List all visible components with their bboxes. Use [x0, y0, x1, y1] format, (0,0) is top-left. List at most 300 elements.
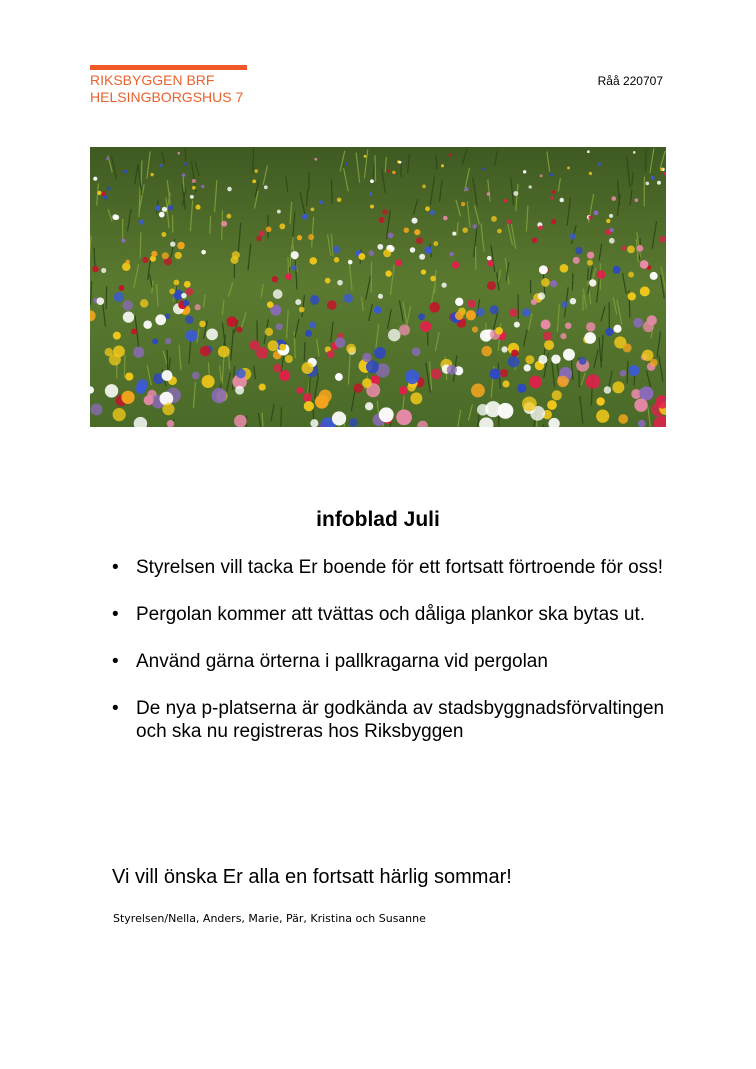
flower-blossom [155, 314, 166, 325]
flower-blossom [131, 329, 137, 335]
flower-blossom [345, 162, 348, 165]
grass-blade [375, 155, 376, 181]
flower-blossom [236, 369, 246, 379]
flower-blossom [279, 370, 290, 381]
flower-blossom [570, 233, 576, 239]
flower-blossom [168, 205, 173, 210]
bullet-dot: • [112, 557, 119, 578]
flower-blossom [421, 269, 426, 274]
list-item-text: Pergolan kommer att tvättas och dåliga plankor ska bytas ut. [136, 604, 646, 625]
flower-blossom [443, 216, 448, 221]
flower-blossom [256, 236, 262, 242]
flower-blossom [334, 257, 340, 263]
flower-blossom [455, 311, 464, 320]
flower-blossom [123, 311, 134, 322]
flower-blossom [538, 292, 545, 299]
grass-blade [572, 273, 573, 290]
flower-blossom [567, 166, 570, 169]
grass-blade [94, 248, 95, 269]
flower-blossom [93, 177, 97, 181]
flower-blossom [411, 218, 417, 224]
flower-blossom [622, 246, 627, 251]
flower-blossom [310, 295, 319, 304]
flower-blossom [177, 242, 185, 250]
flower-blossom [635, 198, 639, 202]
flower-blossom [596, 397, 605, 406]
flower-blossom [529, 185, 532, 188]
flower-blossom [335, 373, 343, 381]
flower-blossom [643, 321, 654, 332]
flower-blossom [525, 355, 534, 364]
flower-blossom [235, 386, 244, 395]
flower-blossom [150, 173, 153, 176]
flower-blossom [543, 331, 552, 340]
flower-blossom [540, 174, 543, 177]
flower-blossom [266, 226, 272, 232]
flower-blossom [192, 179, 196, 183]
flower-blossom [125, 372, 133, 380]
flower-blossom [424, 246, 432, 254]
flower-blossom [369, 250, 375, 256]
flower-blossom [462, 227, 468, 233]
flower-blossom [633, 318, 643, 328]
flower-blossom [633, 151, 636, 154]
flower-blossom [551, 355, 560, 364]
flower-blossom [490, 305, 499, 314]
flower-blossom [184, 163, 187, 166]
flower-blossom [639, 386, 653, 400]
flower-blossom [477, 404, 489, 416]
flower-blossom [497, 229, 502, 234]
flower-blossom [422, 185, 426, 189]
flower-blossom [559, 198, 563, 202]
flower-blossom [487, 260, 494, 267]
flower-blossom [452, 232, 456, 236]
grass-blade [210, 216, 211, 234]
flower-blossom [395, 260, 402, 267]
flower-blossom [267, 301, 274, 308]
flower-blossom [254, 169, 257, 172]
flower-blossom [509, 309, 517, 317]
flower-blossom [185, 288, 193, 296]
flower-blossom [507, 219, 512, 224]
flower-blossom [383, 249, 391, 257]
flower-blossom [234, 415, 247, 427]
flower-blossom [589, 172, 592, 175]
flower-blossom [596, 410, 609, 423]
flower-blossom [538, 355, 547, 364]
list-item [112, 556, 672, 579]
list-item-text: Använd gärna örterna i pallkragarna vid pergolan [136, 651, 548, 672]
page-title: infoblad Juli [316, 508, 440, 531]
flower-blossom [627, 245, 635, 253]
flower-blossom [159, 212, 165, 218]
flower-blossom [119, 285, 125, 291]
flower-blossom [609, 238, 615, 244]
flower-blossom [162, 403, 174, 415]
flower-blossom [365, 402, 373, 410]
flower-blossom [140, 299, 148, 307]
flower-blossom [490, 368, 501, 379]
flower-blossom [404, 227, 410, 233]
flower-blossom [124, 170, 127, 173]
flower-blossom [112, 214, 118, 220]
flower-blossom [399, 386, 408, 395]
flower-blossom [107, 187, 111, 191]
flower-blossom [392, 171, 395, 174]
flower-blossom [613, 325, 621, 333]
flower-blossom [327, 300, 337, 310]
flower-blossom [162, 370, 173, 381]
flower-blossom [642, 350, 653, 361]
list-item [112, 697, 672, 743]
flower-blossom [273, 289, 283, 299]
flower-blossom [170, 241, 175, 246]
flower-blossom [299, 307, 305, 313]
flower-blossom [133, 347, 144, 358]
flower-blossom [279, 223, 285, 229]
flower-blossom [419, 254, 425, 260]
flower-blossom [629, 365, 640, 376]
flower-blossom [501, 346, 507, 352]
flower-blossom [623, 343, 632, 352]
flower-blossom [303, 393, 312, 402]
flower-blossom [273, 364, 282, 373]
flower-blossom [311, 207, 315, 211]
flower-blossom [377, 244, 383, 250]
bullet-dot: • [112, 651, 119, 672]
flower-blossom [650, 359, 658, 367]
flower-blossom [184, 281, 191, 288]
flower-blossom [410, 392, 422, 404]
flower-blossom [314, 158, 317, 161]
flower-blossom [573, 257, 580, 264]
flower-blossom [575, 247, 582, 254]
bullet-dot: • [112, 698, 119, 719]
flower-blossom [611, 196, 616, 201]
flower-blossom [455, 298, 463, 306]
flower-blossom [97, 191, 101, 195]
flower-blossom [529, 375, 542, 388]
grass-blade [645, 149, 646, 172]
flower-blossom [609, 214, 613, 218]
flower-blossom [309, 257, 317, 265]
flower-blossom [517, 384, 526, 393]
flower-blossom [335, 337, 346, 348]
flower-blossom [259, 384, 266, 391]
flower-blossom [430, 276, 436, 282]
flower-blossom [155, 205, 160, 210]
flower-blossom [412, 347, 421, 356]
flower-blossom [353, 383, 362, 392]
flower-blossom [447, 365, 457, 375]
flower-blossom [374, 347, 386, 359]
flower-blossom [202, 375, 215, 388]
flower-blossom [531, 299, 537, 305]
flower-blossom [285, 273, 292, 280]
flower-blossom [579, 357, 587, 365]
flower-blossom [142, 257, 148, 263]
flower-blossom [333, 246, 341, 254]
flower-blossom [152, 338, 158, 344]
flower-blossom [268, 340, 279, 351]
flower-blossom [252, 179, 256, 183]
flower-blossom [388, 329, 400, 341]
flower-blossom [379, 407, 394, 422]
flower-blossom [308, 234, 314, 240]
flower-blossom [441, 164, 444, 167]
flower-blossom [362, 353, 371, 362]
flower-blossom [206, 329, 218, 341]
flower-blossom [550, 173, 553, 176]
flower-blossom [285, 355, 293, 363]
flower-blossom [227, 316, 238, 327]
flower-blossom [160, 392, 174, 406]
flower-blossom [192, 372, 200, 380]
flower-blossom [201, 185, 204, 188]
flower-blossom [173, 280, 179, 286]
flower-blossom [364, 155, 367, 158]
flower-blossom [211, 388, 226, 403]
flower-blossom [106, 157, 109, 160]
flower-blossom [646, 182, 650, 186]
flower-blossom [433, 241, 438, 246]
flower-blossom [159, 164, 162, 167]
flower-blossom [472, 224, 477, 229]
flower-blossom [304, 401, 314, 411]
flower-blossom [410, 247, 415, 252]
flower-blossom [113, 332, 121, 340]
flower-blossom [637, 245, 644, 252]
flower-blossom [161, 232, 166, 237]
bullet-list [112, 556, 672, 767]
flower-blossom [508, 356, 520, 368]
flower-blossom [547, 400, 557, 410]
flower-blossom [325, 278, 331, 284]
flower-blossom [136, 384, 146, 394]
flower-blossom [513, 191, 518, 196]
flower-blossom [195, 304, 201, 310]
flower-blossom [297, 235, 302, 240]
flower-blossom [586, 322, 595, 331]
grass-blade [288, 257, 289, 276]
flower-blossom [199, 321, 206, 328]
flower-blossom [491, 216, 497, 222]
flower-blossom [162, 207, 167, 212]
flower-blossom [511, 349, 518, 356]
flower-blossom [431, 369, 442, 380]
flower-blossom [218, 346, 230, 358]
flower-blossom [196, 205, 201, 210]
flower-blossom [92, 266, 99, 273]
flower-blossom [610, 228, 614, 232]
flower-blossom [121, 238, 125, 242]
flower-blossom [657, 181, 661, 185]
flower-blossom [500, 369, 509, 378]
flower-blossom [226, 214, 231, 219]
flower-blossom [399, 161, 402, 164]
flower-blossom [550, 280, 557, 287]
flower-blossom [612, 381, 624, 393]
flower-blossom [560, 333, 566, 339]
flower-blossom [467, 300, 475, 308]
flower-blossom [557, 376, 568, 387]
flower-blossom [452, 261, 460, 269]
accent-bar [90, 65, 247, 70]
meadow-illustration [90, 147, 666, 427]
list-item [112, 650, 672, 673]
flower-blossom [504, 199, 508, 203]
flower-blossom [651, 176, 655, 180]
flower-blossom [659, 236, 666, 243]
flower-blossom [487, 281, 496, 290]
flower-blossom [221, 221, 227, 227]
flower-blossom [425, 206, 430, 211]
flower-blossom [91, 403, 103, 415]
flower-blossom [605, 328, 613, 336]
flower-blossom [544, 340, 554, 350]
flower-blossom [344, 294, 353, 303]
flower-blossom [382, 209, 388, 215]
flower-blossom [604, 386, 611, 393]
flower-blossom [348, 260, 353, 265]
list-item-text: De nya p-platserna är godkända av stadsbyggnadsförvaltingen och ska nu registreras hos Riksbyggen [136, 698, 665, 742]
flower-blossom [296, 387, 303, 394]
org-line-1: RIKSBYGGEN BRF [90, 72, 215, 88]
flower-blossom [175, 252, 182, 259]
flower-blossom [396, 409, 412, 425]
flower-blossom [522, 308, 531, 317]
flower-blossom [538, 225, 542, 229]
flower-blossom [399, 324, 410, 335]
flower-blossom [420, 321, 431, 332]
flower-blossom [109, 353, 121, 365]
flower-blossom [185, 316, 193, 324]
flower-blossom [366, 360, 379, 373]
flower-blossom [476, 308, 485, 317]
flower-blossom [598, 163, 601, 166]
flower-blossom [628, 292, 636, 300]
grass-blade [331, 179, 332, 204]
flower-blossom [620, 370, 627, 377]
flower-blossom [370, 205, 374, 209]
flower-blossom [114, 292, 124, 302]
flower-blossom [522, 397, 537, 412]
list-item [112, 603, 672, 626]
grass-blade [106, 286, 107, 309]
flower-blossom [532, 237, 537, 242]
flower-blossom [561, 301, 568, 308]
flower-blossom [550, 196, 554, 200]
flower-blossom [429, 302, 440, 313]
flower-blossom [346, 344, 356, 354]
flower-blossom [466, 310, 476, 320]
flower-blossom [310, 419, 318, 427]
flower-blossom [407, 383, 416, 392]
flower-blossom [200, 346, 211, 357]
flower-blossom [388, 232, 394, 238]
flower-blossom [232, 251, 240, 259]
flower-blossom [613, 266, 621, 274]
grass-blade [304, 342, 305, 361]
flower-blossom [587, 252, 594, 259]
flower-blossom [541, 320, 551, 330]
flower-blossom [125, 260, 130, 265]
flower-blossom [387, 169, 390, 172]
flower-blossom [418, 313, 425, 320]
flower-blossom [113, 408, 126, 421]
flower-blossom [640, 260, 649, 269]
flower-blossom [650, 272, 658, 280]
flower-blossom [495, 327, 503, 335]
flower-blossom [143, 320, 152, 329]
flower-blossom [502, 380, 509, 387]
flower-blossom [250, 340, 260, 350]
flower-blossom [587, 150, 590, 153]
flower-blossom [660, 167, 664, 171]
flower-blossom [101, 268, 106, 273]
flower-blossom [640, 286, 650, 296]
document-date: Råå 220707 [597, 74, 663, 88]
flower-blossom [588, 216, 592, 220]
flower-blossom [541, 278, 550, 287]
signoff: Styrelsen/Nella, Anders, Marie, Pär, Kristina och Susanne [113, 912, 426, 925]
flower-blossom [236, 327, 242, 333]
flower-blossom [472, 326, 478, 332]
flower-blossom [374, 306, 382, 314]
flower-blossom [589, 279, 596, 286]
flower-blossom [327, 350, 335, 358]
flower-blossom [586, 374, 601, 389]
flower-blossom [362, 378, 372, 388]
flower-blossom [378, 294, 383, 299]
flower-blossom [265, 328, 273, 336]
flower-blossom [122, 300, 133, 311]
flower-blossom [301, 362, 313, 374]
flower-blossom [551, 219, 556, 224]
flower-blossom [319, 200, 323, 204]
wildflower-meadow-image [90, 147, 666, 427]
bullet-dot: • [112, 604, 119, 625]
flower-blossom [464, 187, 468, 191]
flower-blossom [162, 252, 169, 259]
flower-blossom [181, 293, 187, 299]
flower-blossom [186, 330, 198, 342]
flower-blossom [302, 214, 308, 220]
flower-blossom [570, 298, 577, 305]
flower-blossom [416, 237, 423, 244]
flower-blossom [151, 251, 157, 257]
flower-blossom [144, 395, 154, 405]
org-name [90, 72, 243, 106]
flower-blossom [272, 276, 278, 282]
flower-blossom [565, 322, 572, 329]
flower-blossom [552, 390, 562, 400]
flower-blossom [539, 265, 548, 274]
flower-blossom [227, 187, 232, 192]
flower-blossom [190, 195, 194, 199]
flower-blossom [139, 219, 144, 224]
flower-blossom [259, 231, 264, 236]
flower-blossom [319, 390, 332, 403]
flower-blossom [471, 384, 485, 398]
flower-blossom [305, 330, 312, 337]
flower-blossom [634, 398, 647, 411]
flower-blossom [487, 192, 490, 195]
flower-blossom [105, 384, 118, 397]
flower-blossom [481, 346, 492, 357]
flower-blossom [97, 297, 105, 305]
